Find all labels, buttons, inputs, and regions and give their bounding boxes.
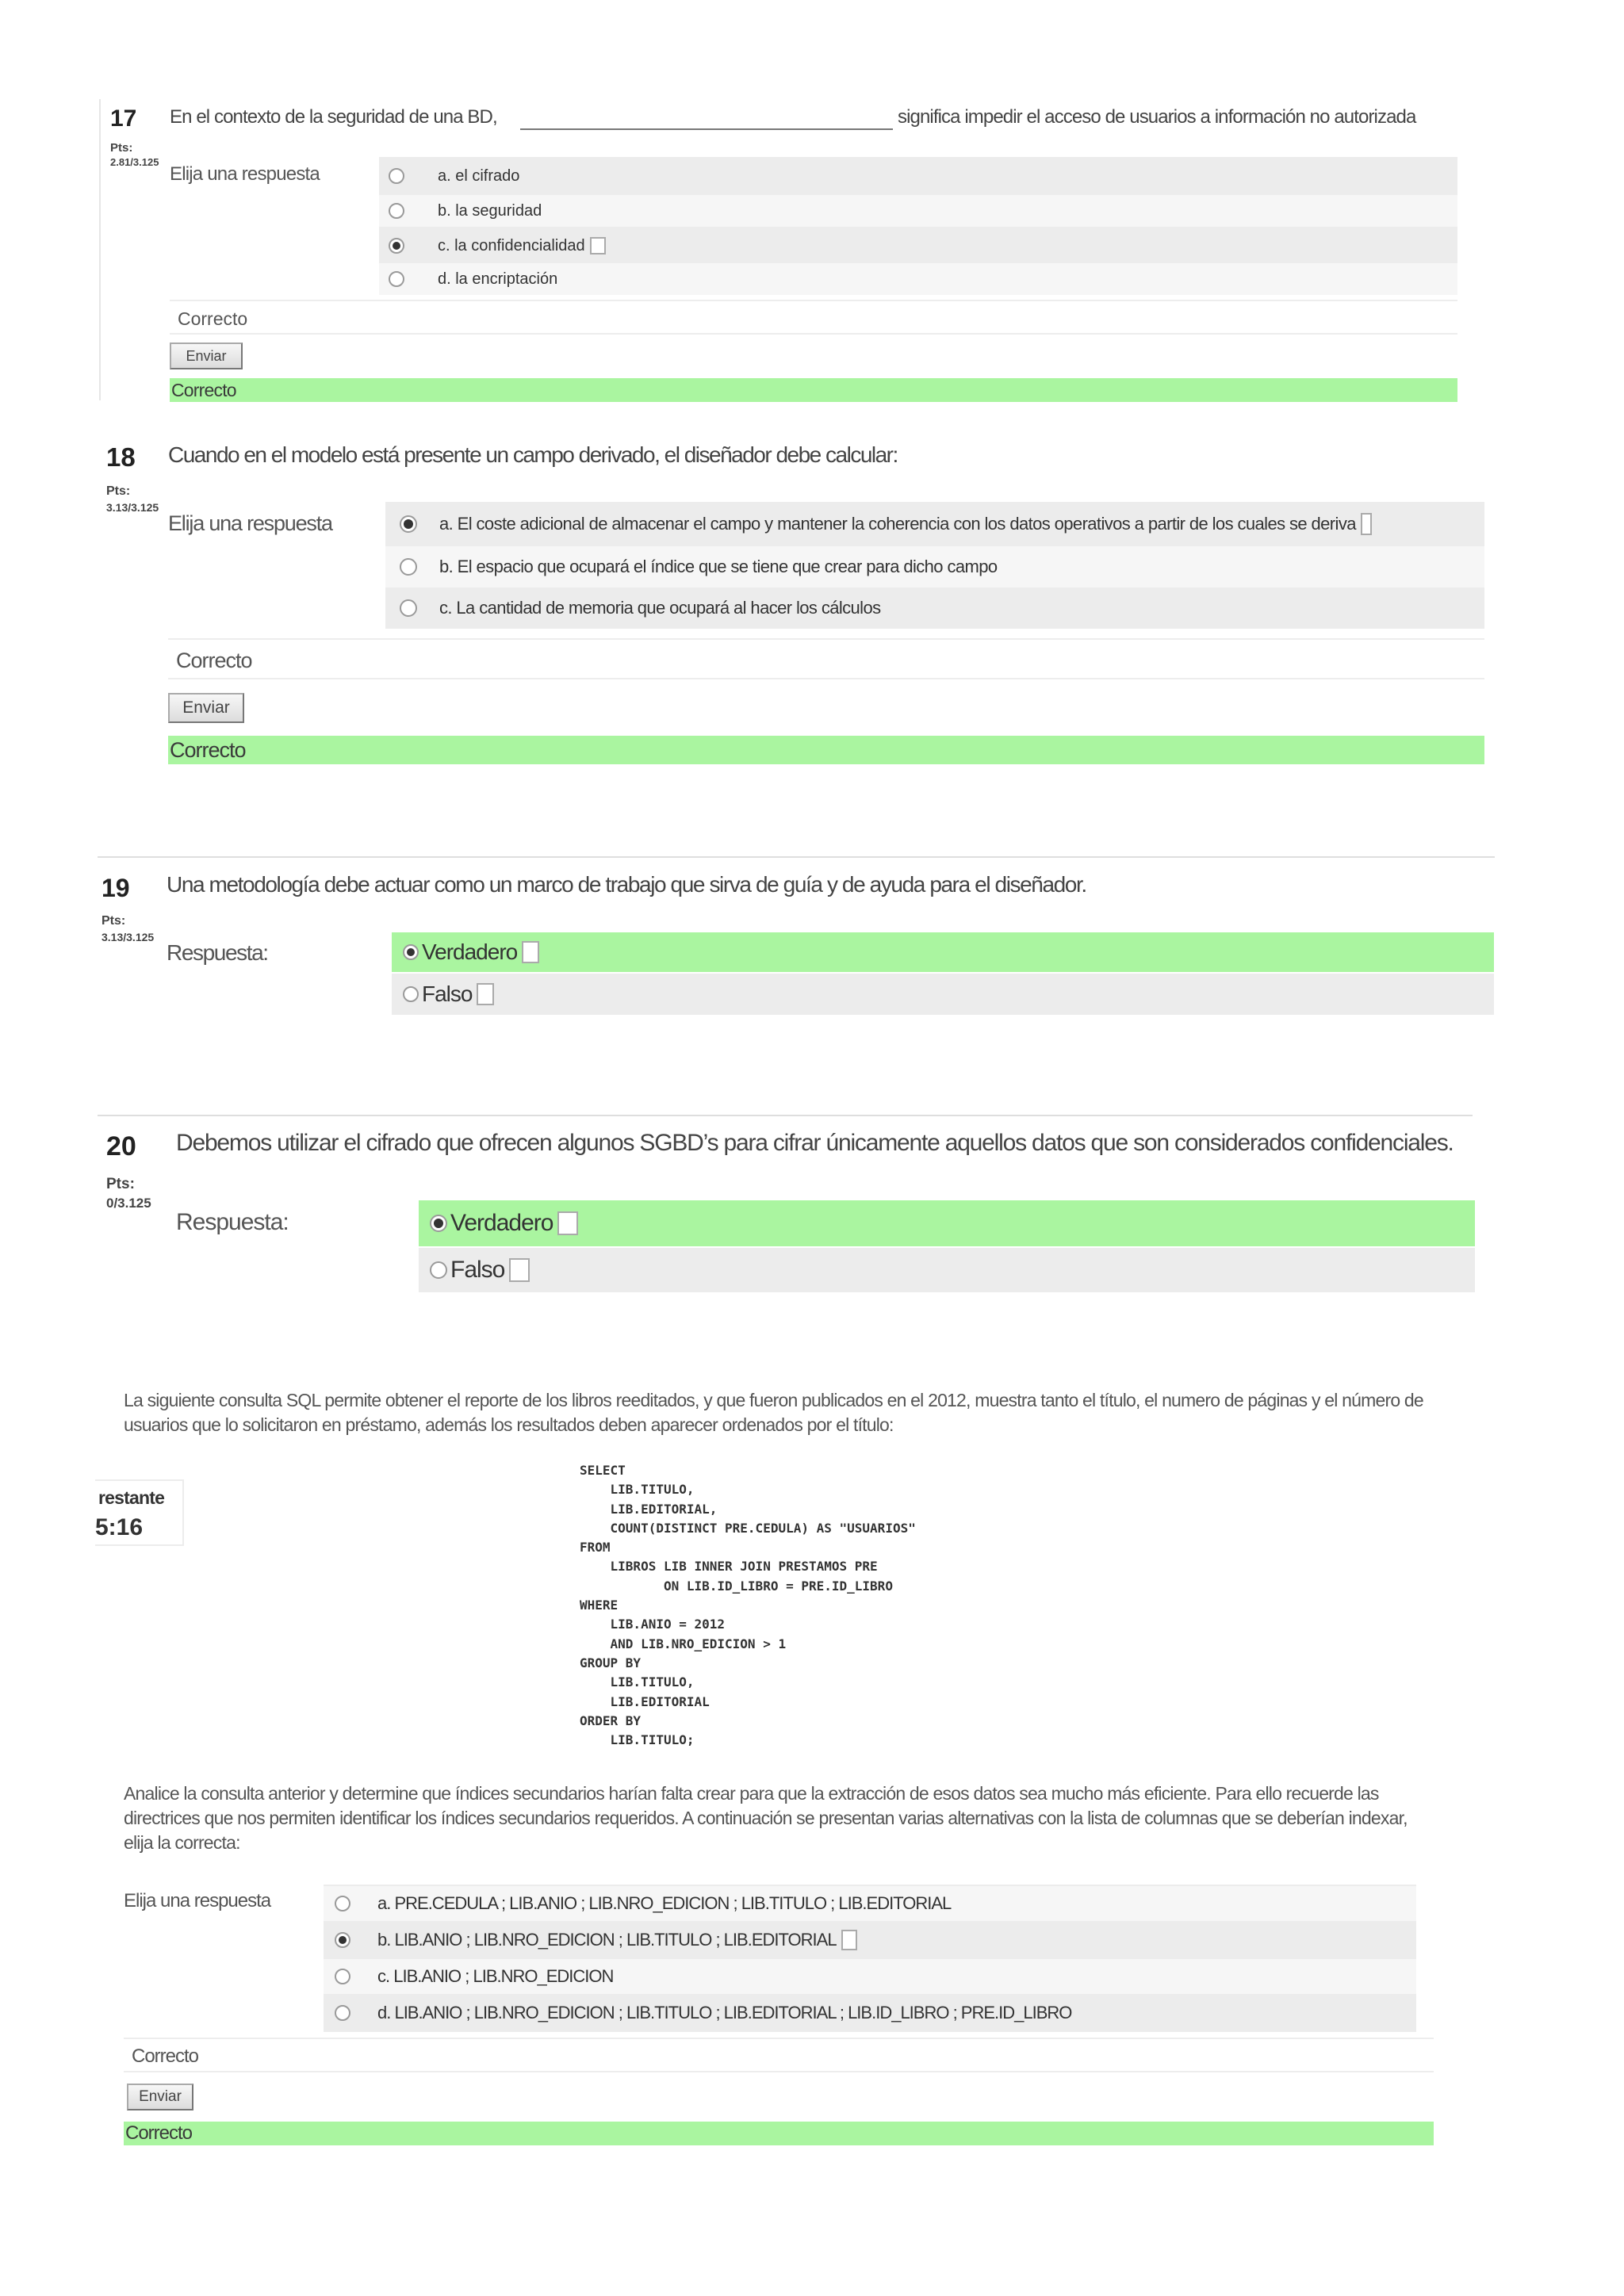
option-c[interactable] xyxy=(379,230,1457,262)
timer-label: restante xyxy=(98,1487,165,1508)
question-text xyxy=(170,106,497,128)
option-a[interactable] xyxy=(379,160,1457,192)
radio-icon[interactable] xyxy=(389,168,404,184)
divider xyxy=(98,1115,1473,1116)
sql-code: SELECT LIB.TITULO, LIB.EDITORIAL, COUNT(DISTINCT PRE.CEDULA) AS "USUARIOS" FROM LIBROS LIB INNER JOIN PRESTAMOS PRE ON LIB.ID_LIBRO = PRE.ID_LIBRO WHERE LIB.ANIO = 2012 AND LIB.NRO_EDICION > 1 GROUP BY LIB.TITULO, LIB.EDITORIAL ORDER BY LIB.TITULO; xyxy=(580,1463,916,1748)
option-c[interactable] xyxy=(385,587,1484,629)
answer-prompt: Respuesta: xyxy=(167,940,268,965)
question-number: 17 xyxy=(110,105,137,132)
radio-selected-icon[interactable] xyxy=(430,1215,447,1232)
radio-icon[interactable] xyxy=(400,599,417,617)
result-bar: Correcto xyxy=(124,2122,1434,2145)
feedback: Correcto xyxy=(170,300,1457,335)
option-true[interactable] xyxy=(419,1200,1475,1246)
question-text: Cuando en el modelo está presente un campo derivado, el diseñador debe calcular: xyxy=(168,442,898,467)
option-d[interactable] xyxy=(379,263,1457,295)
option-a[interactable] xyxy=(324,1886,1416,1921)
option-label: Verdadero xyxy=(422,939,518,964)
points-label: Pts: xyxy=(110,141,133,155)
points-value: 3.13/3.125 xyxy=(102,931,155,943)
radio-icon[interactable] xyxy=(400,558,417,576)
question-intro: La siguiente consulta SQL permite obtener el reporte de los libros reeditados, y que fueron publicados en el 2012, muestra tanto el título, el numero de páginas y el número de usuarios que lo solicitaron en préstamo, además los resultados deben aparecer ordenados por el título: xyxy=(124,1390,1423,1435)
submit-button[interactable]: Enviar xyxy=(127,2084,193,2110)
submit-button[interactable]: Enviar xyxy=(170,342,243,369)
feedback: Correcto xyxy=(124,2038,1434,2072)
flag-icon xyxy=(557,1211,578,1235)
radio-selected-icon[interactable] xyxy=(335,1932,350,1948)
points-label: Pts: xyxy=(106,1176,135,1192)
option-label: b. la seguridad xyxy=(438,201,542,220)
option-label: c. LIB.ANIO ; LIB.NRO_EDICION xyxy=(377,1966,614,1986)
option-a[interactable] xyxy=(385,503,1484,545)
options-box xyxy=(385,502,1484,629)
points xyxy=(106,484,159,515)
radio-icon[interactable] xyxy=(430,1261,447,1279)
option-true[interactable] xyxy=(392,932,1494,972)
flag-icon xyxy=(590,237,606,254)
answer-prompt: Respuesta: xyxy=(176,1209,289,1235)
option-label: Falso xyxy=(422,982,473,1006)
points xyxy=(110,141,159,170)
points-value: 3.13/3.125 xyxy=(106,501,159,514)
option-label: b. LIB.ANIO ; LIB.NRO_EDICION ; LIB.TITULO ; LIB.EDITORIAL xyxy=(377,1930,837,1950)
points xyxy=(102,913,154,945)
flag-icon xyxy=(509,1258,530,1282)
options-box xyxy=(324,1885,1416,2032)
option-label: d. la encriptación xyxy=(438,270,558,288)
divider xyxy=(98,856,1495,858)
radio-icon[interactable] xyxy=(389,203,404,219)
radio-selected-icon[interactable] xyxy=(389,238,404,254)
option-label: d. LIB.ANIO ; LIB.NRO_EDICION ; LIB.TITULO ; LIB.EDITORIAL ; LIB.ID_LIBRO ; PRE.ID_LIBRO xyxy=(377,2003,1072,2022)
points-value: 0/3.125 xyxy=(106,1196,151,1211)
points-label: Pts: xyxy=(102,914,126,928)
option-label: Falso xyxy=(450,1257,505,1283)
question-text-end: significa impedir el acceso de usuarios a información no autorizada xyxy=(898,106,1416,128)
radio-selected-icon[interactable] xyxy=(400,515,417,533)
flag-icon xyxy=(477,983,494,1005)
radio-icon[interactable] xyxy=(335,1896,350,1911)
option-b[interactable] xyxy=(385,546,1484,587)
option-label: c. la confidencialidad xyxy=(438,236,585,254)
radio-icon[interactable] xyxy=(389,271,404,287)
question-instruction: Analice la consulta anterior y determine que índices secundarios harían falta crear para que la extracción de esos datos sea mucho más eficiente. Para ello recuerde las directrices que nos permiten identificar los índices secundarios requeridos. A continuación se presentan varias alternativas con la lista de columnas que se deberían indexar, elija la correcta: xyxy=(124,1783,1408,1853)
answer-prompt: Elija una respuesta xyxy=(124,1890,271,1911)
option-label: c. La cantidad de memoria que ocupará al hacer los cálculos xyxy=(439,598,881,618)
flag-icon xyxy=(841,1930,857,1950)
question-number: 19 xyxy=(102,874,130,902)
question-text: Una metodología debe actuar como un marco de trabajo que sirva de guía y de ayuda para el diseñador. xyxy=(167,872,1086,897)
answer-prompt: Elija una respuesta xyxy=(168,511,332,535)
option-false[interactable] xyxy=(419,1248,1475,1292)
option-b[interactable] xyxy=(379,195,1457,227)
left-border xyxy=(99,99,101,400)
option-label: a. el cifrado xyxy=(438,166,520,185)
timer-value: 5:16 xyxy=(95,1514,144,1540)
blank-line xyxy=(520,128,893,130)
option-label: Verdadero xyxy=(450,1210,553,1236)
radio-icon[interactable] xyxy=(403,986,419,1002)
option-label: b. El espacio que ocupará el índice que se tiene que crear para dicho campo xyxy=(439,557,998,576)
result-bar: Correcto xyxy=(168,736,1484,764)
question-number: 20 xyxy=(106,1131,136,1161)
question-text: Debemos utilizar el cifrado que ofrecen algunos SGBD’s para cifrar únicamente aquellos datos que son considerados confidenciales. xyxy=(176,1130,1454,1156)
result-bar: Correcto xyxy=(170,378,1457,402)
radio-icon[interactable] xyxy=(335,1969,350,1984)
option-c[interactable] xyxy=(324,1959,1416,1994)
option-label: a. El coste adicional de almacenar el campo y mantener la coherencia con los datos operativos a partir de los cuales se deriva xyxy=(439,514,1356,534)
flag-icon xyxy=(1361,513,1372,535)
answer-prompt: Elija una respuesta xyxy=(170,163,320,185)
points xyxy=(106,1175,151,1213)
radio-icon[interactable] xyxy=(335,2005,350,2021)
radio-selected-icon[interactable] xyxy=(403,944,419,960)
feedback: Correcto xyxy=(168,638,1484,679)
options-box xyxy=(379,157,1457,295)
question-number: 18 xyxy=(106,442,136,472)
timer-box xyxy=(95,1479,184,1546)
points-label: Pts: xyxy=(106,484,131,498)
option-d[interactable] xyxy=(324,1996,1416,2030)
flag-icon xyxy=(522,941,539,963)
question-text-start: En el contexto de la seguridad de una BD, xyxy=(170,106,497,128)
option-b[interactable] xyxy=(324,1923,1416,1957)
submit-button[interactable]: Enviar xyxy=(168,693,244,723)
option-false[interactable] xyxy=(392,974,1494,1015)
option-label: a. PRE.CEDULA ; LIB.ANIO ; LIB.NRO_EDICION ; LIB.TITULO ; LIB.EDITORIAL xyxy=(377,1893,952,1913)
points-value: 2.81/3.125 xyxy=(110,156,159,168)
